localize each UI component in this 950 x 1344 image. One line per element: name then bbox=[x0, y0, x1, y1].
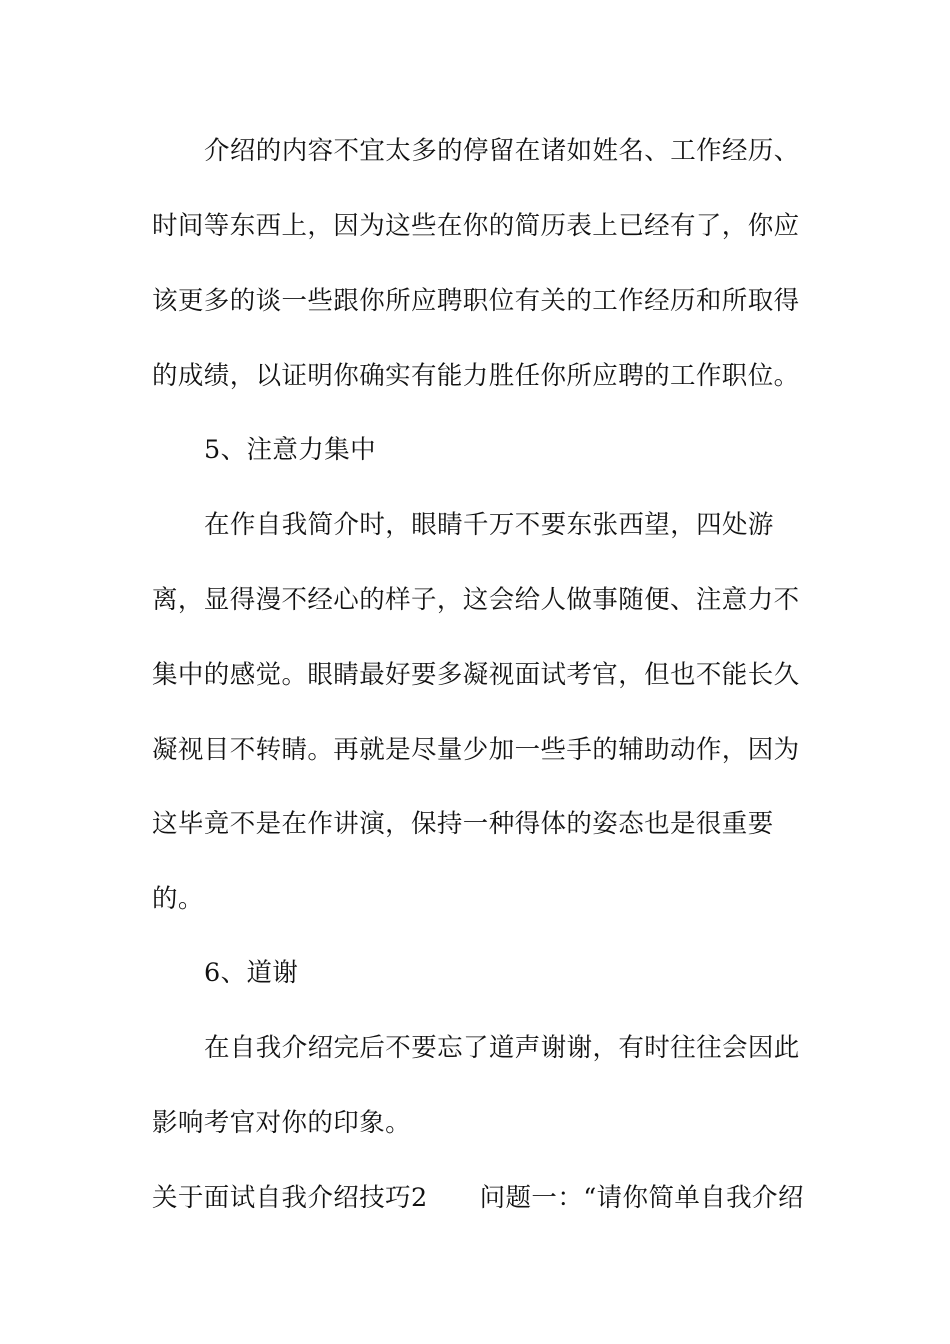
section-heading-6: 6、道谢 bbox=[204, 958, 299, 988]
paragraph-line: 影响考官对你的印象。 bbox=[152, 1108, 412, 1138]
paragraph-line: 凝视目不转睛。再就是尽量少加一些手的辅助动作，因为 bbox=[152, 735, 800, 765]
paragraph-line: 时间等东西上，因为这些在你的简历表上已经有了，你应 bbox=[152, 211, 800, 241]
paragraph-line: 介绍的内容不宜太多的停留在诸如姓名、工作经历、 bbox=[204, 136, 800, 166]
paragraph-line: 的。 bbox=[152, 884, 204, 914]
paragraph-line: 在自我介绍完后不要忘了道声谢谢，有时往往会因此 bbox=[204, 1033, 800, 1063]
next-section-line bbox=[152, 1181, 804, 1215]
paragraph-line: 离，显得漫不经心的样子，这会给人做事随便、注意力不 bbox=[152, 585, 800, 615]
next-section-title: 关于面试自我介绍技巧2 bbox=[152, 1183, 428, 1213]
section-heading-5: 5、注意力集中 bbox=[204, 435, 377, 465]
paragraph-line: 这毕竟不是在作讲演，保持一种得体的姿态也是很重要 bbox=[152, 809, 774, 839]
paragraph-line: 该更多的谈一些跟你所应聘职位有关的工作经历和所取得 bbox=[152, 286, 800, 316]
next-section-question: 问题一：“请你简单自我介绍 bbox=[479, 1183, 804, 1213]
paragraph-line: 的成绩，以证明你确实有能力胜任你所应聘的工作职位。 bbox=[152, 361, 800, 391]
paragraph-line: 集中的感觉。眼睛最好要多凝视面试考官，但也不能长久 bbox=[152, 660, 800, 690]
paragraph-line: 在作自我简介时，眼睛千万不要东张西望，四处游 bbox=[204, 510, 774, 540]
